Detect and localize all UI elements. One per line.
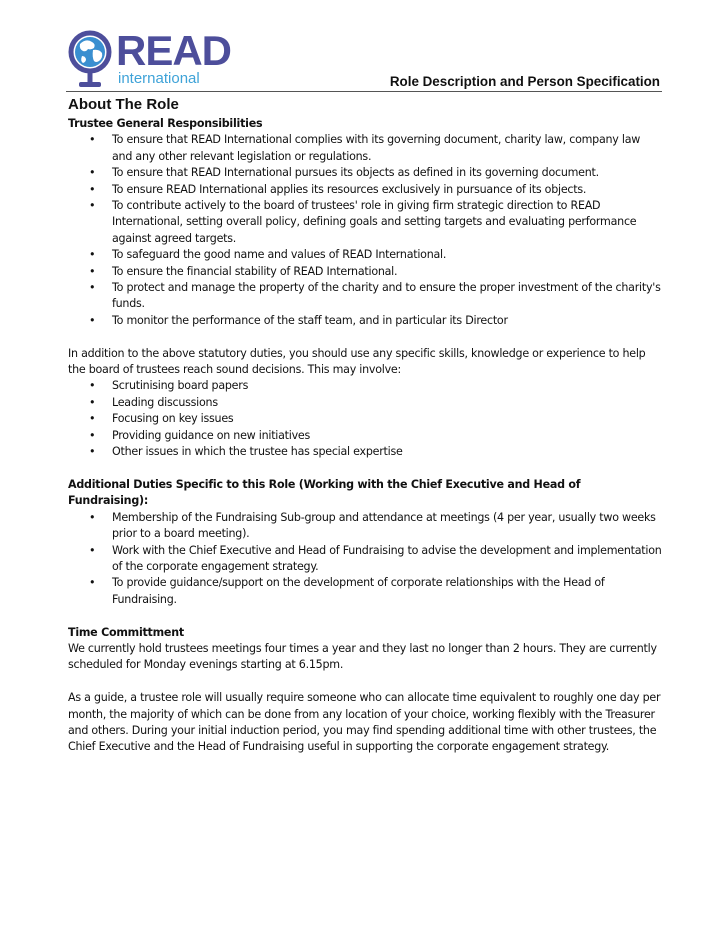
list-item-text: Other issues in which the trustee has special expertise <box>112 445 403 459</box>
bullet-icon: • <box>89 248 96 262</box>
list-item-text: To provide guidance/support on the development of corporate relationships with the Head of Fundraising. <box>112 576 605 606</box>
section-heading-about-role: About The Role <box>68 96 179 113</box>
list-item <box>68 247 662 263</box>
subheading-specific-duties: Additional Duties Specific to this Role (Working with the Chief Executive and Head of Fundraising): <box>68 477 581 508</box>
list-item <box>68 132 662 165</box>
list-item <box>68 264 662 280</box>
additional-duties-intro: In addition to the above statutory duties, you should use any specific skills, knowledge or experience to help the board of trustees reach sound decisions. This may involve: <box>68 346 646 377</box>
document-body <box>68 96 662 756</box>
list-item <box>68 280 662 313</box>
document-title: Role Description and Person Specification <box>389 74 660 89</box>
header-divider <box>66 91 662 92</box>
list-item <box>68 395 662 411</box>
general-responsibilities-list <box>68 132 662 329</box>
list-item <box>68 165 662 181</box>
spacer <box>68 461 662 477</box>
bullet-icon: • <box>89 379 96 393</box>
list-item-text: Work with the Chief Executive and Head of Fundraising to advise the development and implementation of the corporate engagement strategy. <box>112 543 662 573</box>
time-paragraph-1: We currently hold trustees meetings four times a year and they last no longer than 2 hours. They are currently scheduled for Monday evenings starting at 6.15pm. <box>68 641 657 672</box>
bullet-icon: • <box>89 395 96 409</box>
bullet-icon: • <box>89 264 96 278</box>
list-item-text: To monitor the performance of the staff team, and in particular its Director <box>112 313 508 327</box>
bullet-icon: • <box>89 199 96 213</box>
bullet-icon: • <box>89 166 96 180</box>
list-item-text: To ensure the financial stability of READ International. <box>112 264 398 278</box>
list-item-text: Membership of the Fundraising Sub-group and attendance at meetings (4 per year, usually two weeks prior to a board meeting). <box>112 510 656 541</box>
page-header <box>66 27 662 94</box>
subheading-time-commitment: Time Committment <box>68 625 184 639</box>
involve-list <box>68 378 662 460</box>
bullet-icon: • <box>89 182 96 196</box>
bullet-icon: • <box>89 510 96 524</box>
list-item <box>68 198 662 247</box>
list-item-text: Scrutinising board papers <box>112 379 249 393</box>
list-item <box>68 182 662 198</box>
globe-magnifier-icon <box>66 30 118 92</box>
list-item <box>68 428 662 444</box>
time-paragraph-2: As a guide, a trustee role will usually require someone who can allocate time equivalent to roughly one day per month, the majority of which can be done from any location of your choice, working flexibly with the Treasurer and others. During your initial induction period, you may find spending additional time with other trustees, the Chief Executive and the Head of Fundraising useful in supporting the corporate engagement strategy. <box>68 691 661 754</box>
list-item-text: Leading discussions <box>112 395 218 409</box>
specific-duties-list <box>68 510 662 608</box>
list-item-text: Providing guidance on new initiatives <box>112 428 311 442</box>
bullet-icon: • <box>89 576 96 590</box>
list-item-text: Focusing on key issues <box>112 412 234 426</box>
subheading-general-responsibilities: Trustee General Responsibilities <box>68 117 263 130</box>
list-item <box>68 510 662 543</box>
bullet-icon: • <box>89 313 96 327</box>
list-item <box>68 543 662 576</box>
list-item-text: To ensure that READ International complies with its governing document, charity law, company law and any other relevant legislation or regulations. <box>112 133 641 163</box>
bullet-icon: • <box>89 412 96 426</box>
logo-subtitle: international <box>118 70 200 87</box>
list-item <box>68 444 662 460</box>
list-item-text: To safeguard the good name and values of READ International. <box>112 248 447 262</box>
list-item <box>68 411 662 427</box>
list-item <box>68 313 662 329</box>
list-item-text: To ensure READ International applies its resources exclusively in pursuance of its objects. <box>112 182 587 196</box>
bullet-icon: • <box>89 445 96 459</box>
bullet-icon: • <box>89 133 96 147</box>
spacer <box>68 608 662 624</box>
list-item-text: To contribute actively to the board of trustees' role in giving firm strategic direction to READ International, setting overall policy, defining goals and setting targets and evaluating performance against agreed targets. <box>112 199 637 245</box>
list-item-text: To protect and manage the property of the charity and to ensure the proper investment of the charity's funds. <box>112 281 661 311</box>
logo-wordmark: READ <box>116 27 232 74</box>
list-item <box>68 378 662 394</box>
list-item-text: To ensure that READ International pursues its objects as defined in its governing document. <box>112 166 599 180</box>
spacer <box>68 674 662 690</box>
bullet-icon: • <box>89 543 96 557</box>
bullet-icon: • <box>89 281 96 295</box>
list-item <box>68 575 662 608</box>
read-international-logo <box>66 27 232 90</box>
bullet-icon: • <box>89 428 96 442</box>
spacer <box>68 329 662 345</box>
